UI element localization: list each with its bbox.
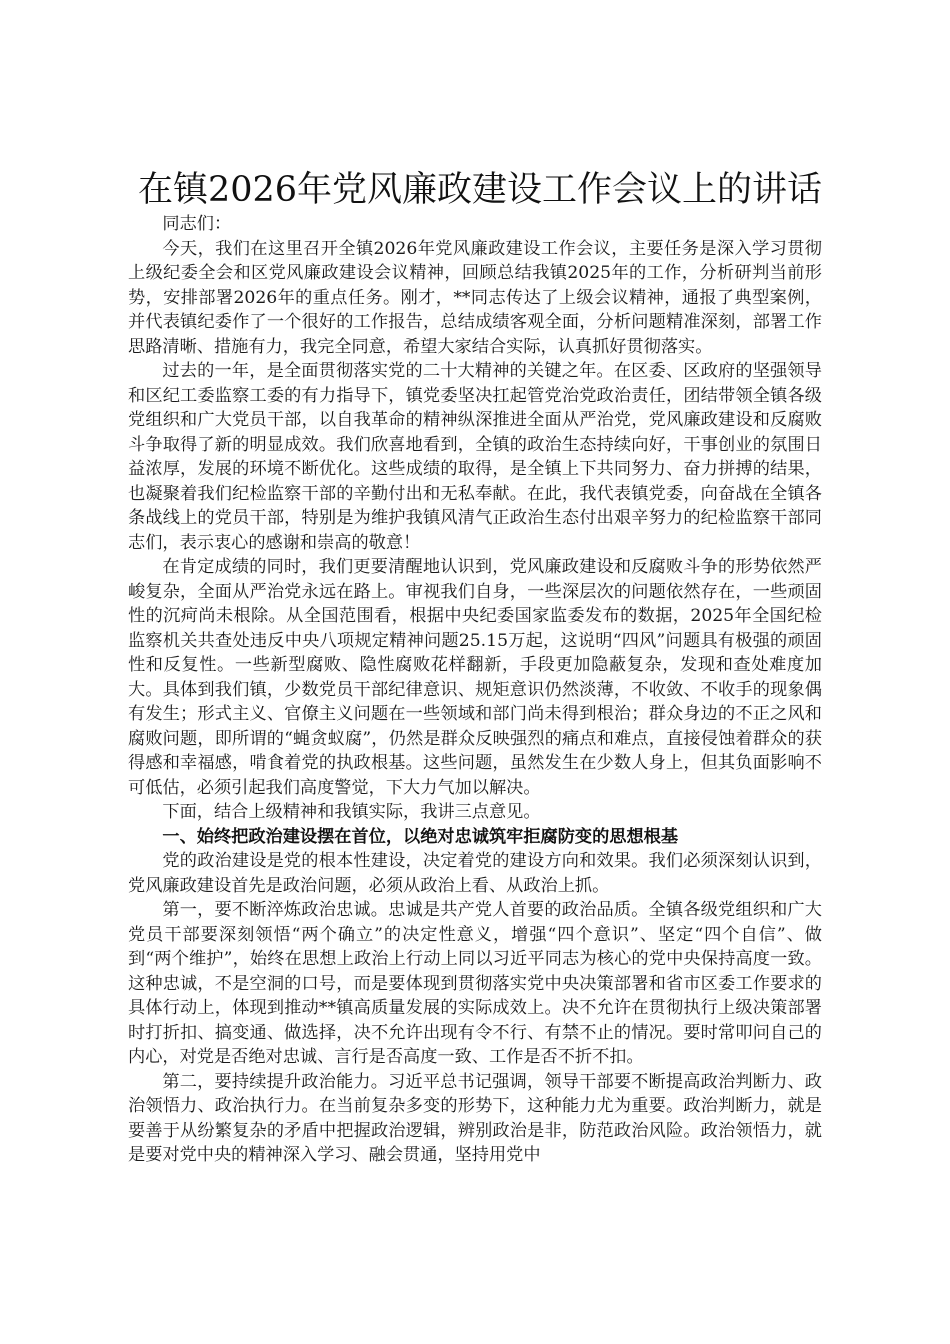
paragraph-opening: 今天，我们在这里召开全镇2026年党风廉政建设工作会议，主要任务是深入学习贯彻上级纪委全会和区党风廉政建设会议精神，回顾总结我镇2025年的工作，分析研判当前形势，安排部署2026年的重点任务。刚才，**同志传达了上级会议精神，通报了典型案例，并代表镇纪委作了一个很好的工作报告，总结成绩客观全面，分析问题精准深刻，部署工作思路清晰、措施有力，我完全同意，希望大家结合实际，认真抓好贯彻落实。	[128, 238, 822, 357]
section-heading: 一、始终把政治建设摆在首位，以绝对忠诚筑牢拒腐防变的思想根基	[162, 826, 679, 847]
salutation: 同志们：	[162, 214, 232, 234]
document-title: 在镇2026年党风廉政建设工作会议上的讲话	[137, 170, 823, 210]
section-paragraph-intro: 党的政治建设是党的根本性建设，决定着党的建设方向和效果。我们必须深刻认识到，党风廉政建设首先是政治问题，必须从政治上看、从政治上抓。	[128, 851, 822, 896]
document-body	[128, 212, 822, 1168]
paragraph-achievements: 过去的一年，是全面贯彻落实党的二十大精神的关键之年。在区委、区政府的坚强领导和区纪工委监察工委的有力指导下，镇党委坚决扛起管党治党政治责任，团结带领全镇各级党组织和广大党员干部，以自我革命的精神纵深推进全面从严治党，党风廉政建设和反腐败斗争取得了新的明显成效。我们欣喜地看到，全镇的政治生态持续向好，干事创业的氛围日益浓厚，发展的环境不断优化。这些成绩的取得，是全镇上下共同努力、奋力拼搏的结果，也凝聚着我们纪检监察干部的辛勤付出和无私奉献。在此，我代表镇党委，向奋战在全镇各条战线上的党员干部，特别是为维护我镇风清气正政治生态付出艰辛努力的纪检监察干部同志们，表示衷心的感谢和崇高的敬意！	[128, 361, 822, 553]
paragraph-problems: 在肯定成绩的同时，我们更要清醒地认识到，党风廉政建设和反腐败斗争的形势依然严峻复杂，全面从严治党永远在路上。审视我们自身，一些深层次的问题依然存在，一些顽固性的沉疴尚未根除。从全国范围看，根据中央纪委国家监委发布的数据，2025年全国纪检监察机关共查处违反中央八项规定精神问题25.15万起，这说明“四风”问题具有极强的顽固性和反复性。一些新型腐败、隐性腐败花样翻新，手段更加隐蔽复杂，发现和查处难度加大。具体到我们镇，少数党员干部纪律意识、规矩意识仍然淡薄，不收敛、不收手的现象偶有发生；形式主义、官僚主义问题在一些领域和部门尚未得到根治；群众身边的不正之风和腐败问题，即所谓的“蝇贪蚁腐”，仍然是群众反映强烈的痛点和难点，直接侵蚀着群众的获得感和幸福感，啃食着党的执政根基。这些问题，虽然发生在少数人身上，但其负面影响不可低估，必须引起我们高度警觉，下大力气加以解决。	[128, 557, 822, 798]
section-paragraph-loyalty: 第一，要不断淬炼政治忠诚。忠诚是共产党人首要的政治品质。全镇各级党组织和广大党员干部要深刻领悟“两个确立”的决定性意义，增强“四个意识”、坚定“四个自信”、做到“两个维护”，始终在思想上政治上行动上同以习近平同志为核心的党中央保持高度一致。这种忠诚，不是空洞的口号，而是要体现到贯彻落实党中央决策部署和省市区委工作要求的具体行动上，体现到推动**镇高质量发展的实际成效上。决不允许在贯彻执行上级决策部署时打折扣、搞变通、做选择，决不允许出现有令不行、有禁不止的情况。要时常叩问自己的内心，对党是否绝对忠诚、言行是否高度一致、工作是否不折不扣。	[128, 900, 822, 1067]
paragraph-transition: 下面，结合上级精神和我镇实际，我讲三点意见。	[162, 802, 541, 822]
section-paragraph-ability: 第二，要持续提升政治能力。习近平总书记强调，领导干部要不断提高政治判断力、政治领悟力、政治执行力。在当前复杂多变的形势下，这种能力尤为重要。政治判断力，就是要善于从纷繁复杂的矛盾中把握政治逻辑，辨别政治是非，防范政治风险。政治领悟力，就是要对党中央的精神深入学习、融会贯通，坚持用党中	[128, 1071, 822, 1165]
